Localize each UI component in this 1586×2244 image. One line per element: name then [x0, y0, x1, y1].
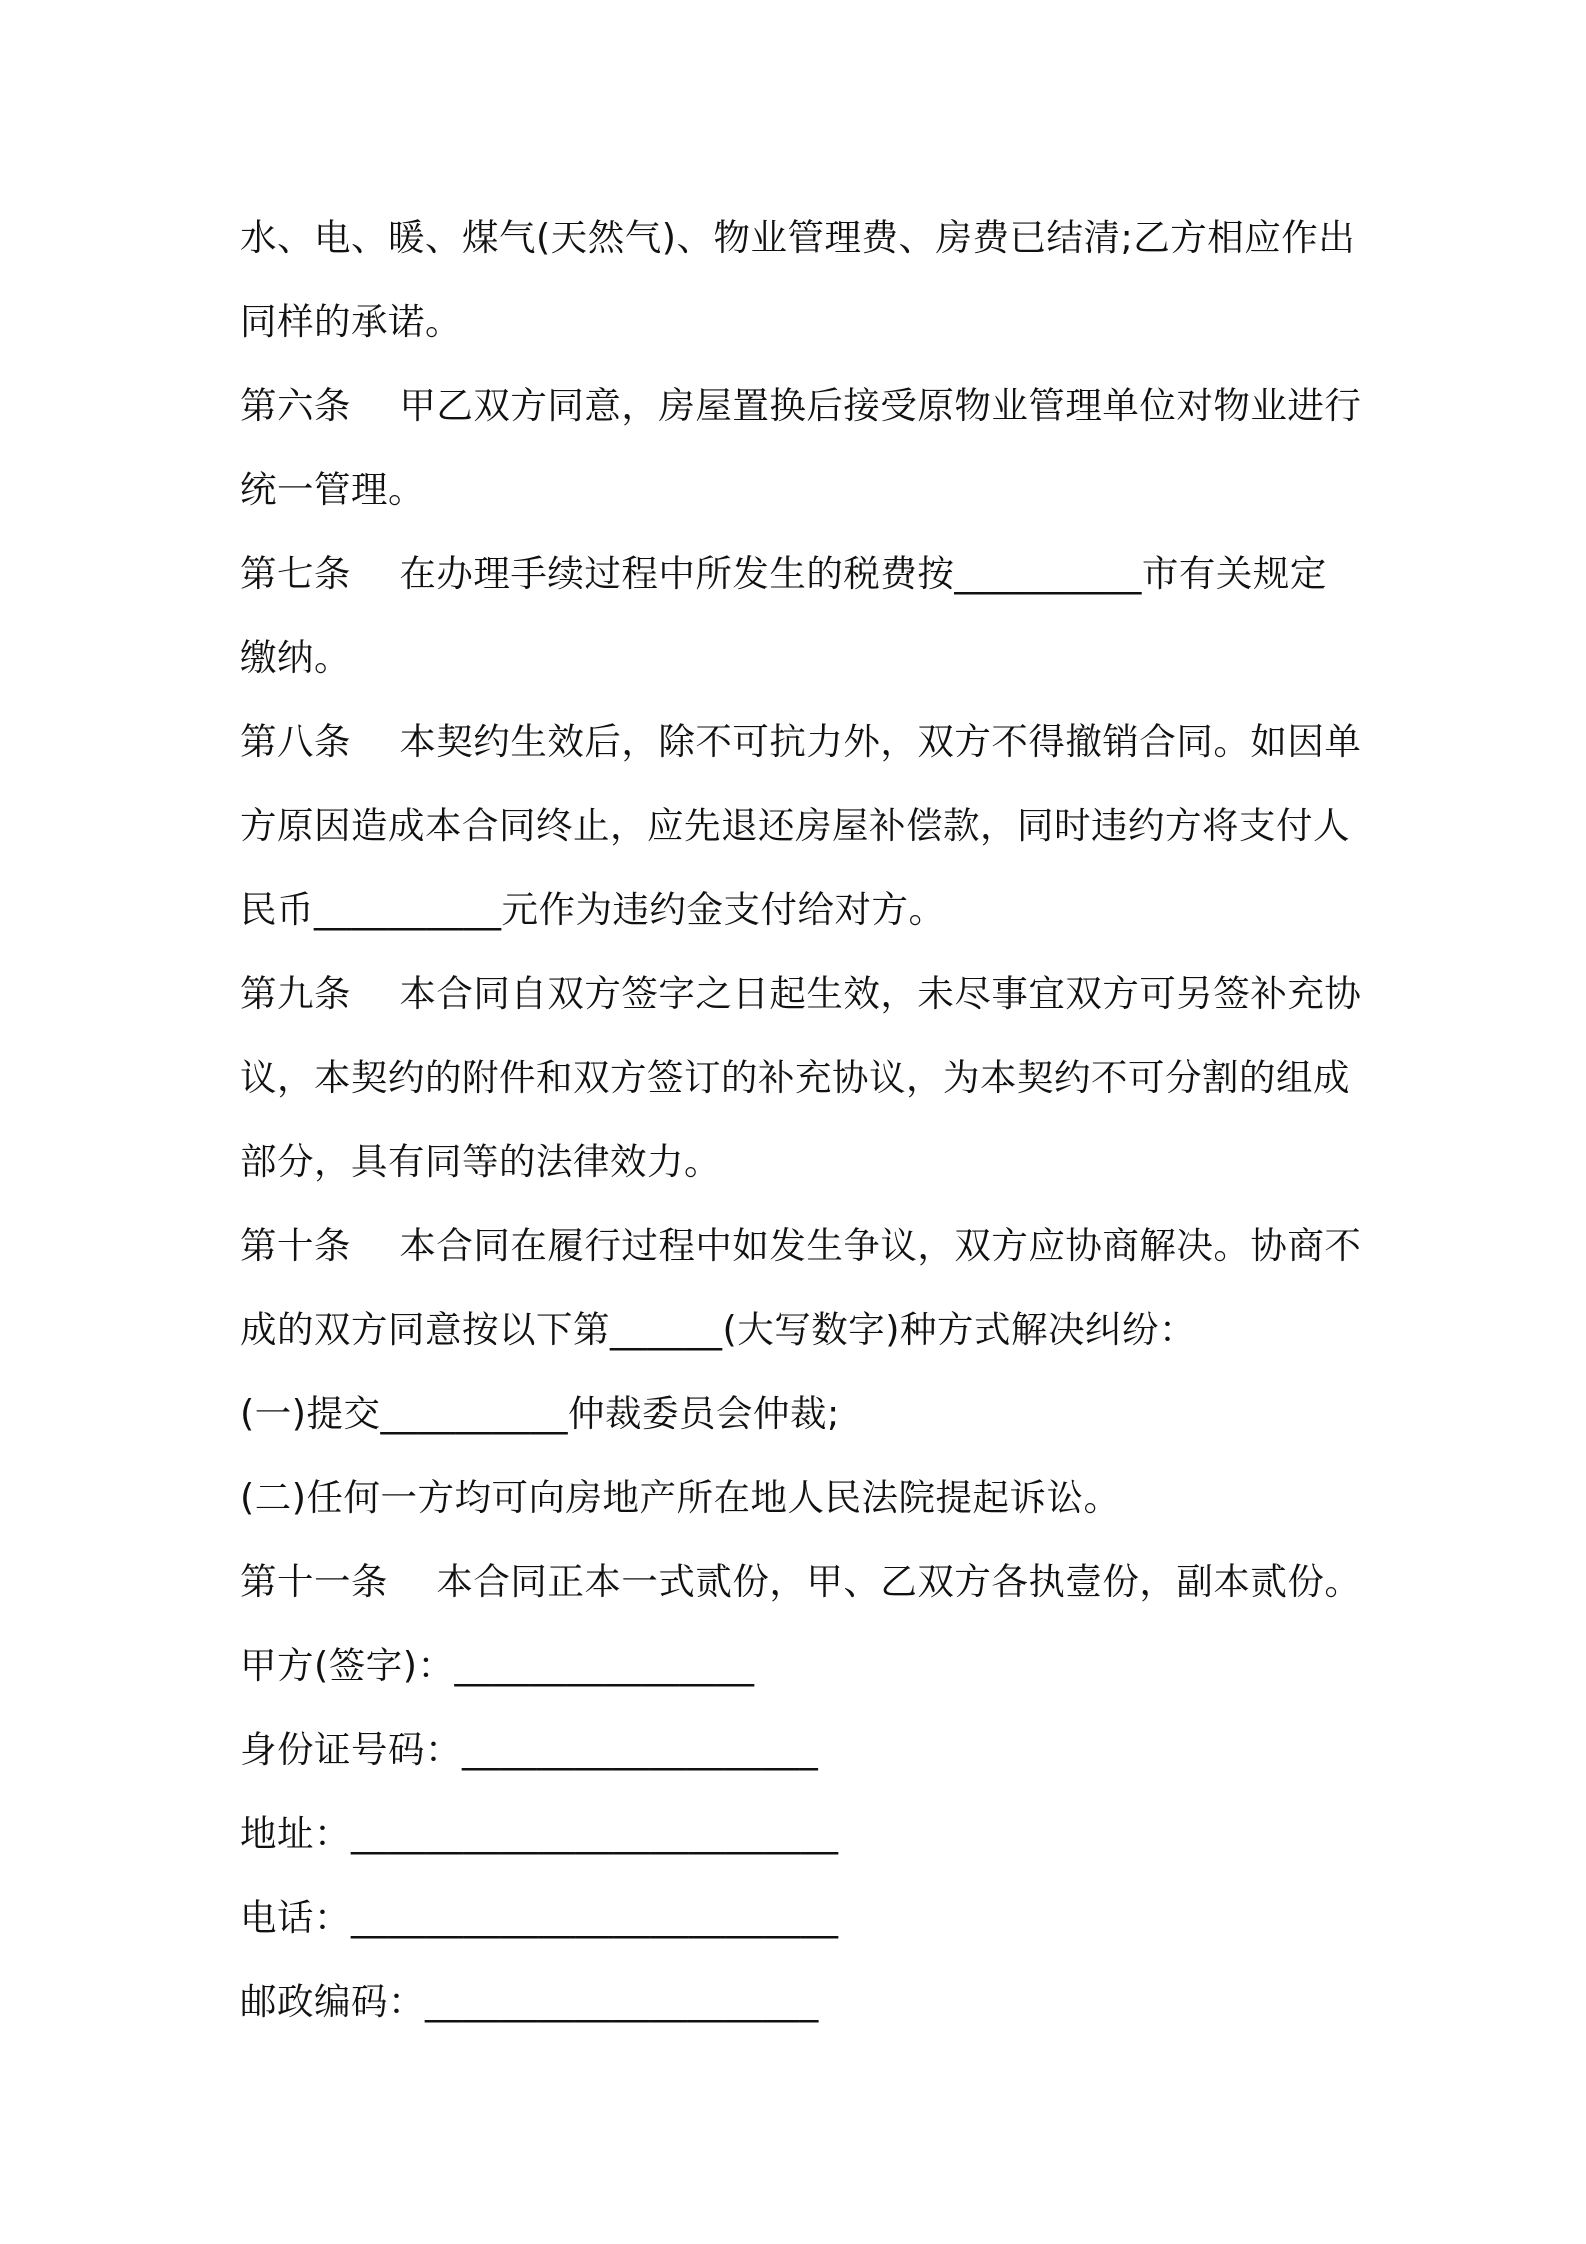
text-line: 水、电、暖、煤气(天然气)、物业管理费、房费已结清;乙方相应作出 — [240, 216, 1356, 259]
article-10: 第十条 本合同在履行过程中如发生争议，双方应协商解决。协商不 — [240, 1224, 1362, 1267]
postal-code-field: 邮政编码：_____________________ — [240, 1980, 819, 2023]
article-7: 第七条 在办理手续过程中所发生的税费按__________市有关规定 — [240, 552, 1327, 595]
phone-field: 电话：__________________________ — [240, 1896, 839, 1939]
contract-page — [240, 196, 1370, 2044]
text-line: 民币__________元作为违约金支付给对方。 — [240, 888, 946, 931]
option-arbitration: (一)提交__________仲裁委员会仲裁; — [240, 1392, 840, 1435]
address-field: 地址：__________________________ — [240, 1812, 839, 1855]
article-9: 第九条 本合同自双方签字之日起生效，未尽事宜双方可另签补充协 — [240, 972, 1362, 1015]
option-litigation: (二)任何一方均可向房地产所在地人民法院提起诉讼。 — [240, 1476, 1121, 1519]
text-line: 成的双方同意按以下第______(大写数字)种方式解决纠纷： — [240, 1308, 1196, 1351]
article-11: 第十一条 本合同正本一式贰份，甲、乙双方各执壹份，副本贰份。 — [240, 1560, 1362, 1603]
article-6: 第六条 甲乙双方同意，房屋置换后接受原物业管理单位对物业进行 — [240, 384, 1362, 427]
party-a-signature-field: 甲方(签字)：________________ — [240, 1644, 755, 1687]
text-line: 部分，具有同等的法律效力。 — [240, 1140, 721, 1183]
text-line: 统一管理。 — [240, 468, 425, 511]
text-line: 缴纳。 — [240, 636, 351, 679]
text-line: 方原因造成本合同终止，应先退还房屋补偿款，同时违约方将支付人 — [240, 804, 1350, 847]
article-8: 第八条 本契约生效后，除不可抗力外，双方不得撤销合同。如因单 — [240, 720, 1362, 763]
text-line: 议，本契约的附件和双方签订的补充协议，为本契约不可分割的组成 — [240, 1056, 1350, 1099]
id-number-field: 身份证号码：___________________ — [240, 1728, 819, 1771]
text-line: 同样的承诺。 — [240, 300, 462, 343]
